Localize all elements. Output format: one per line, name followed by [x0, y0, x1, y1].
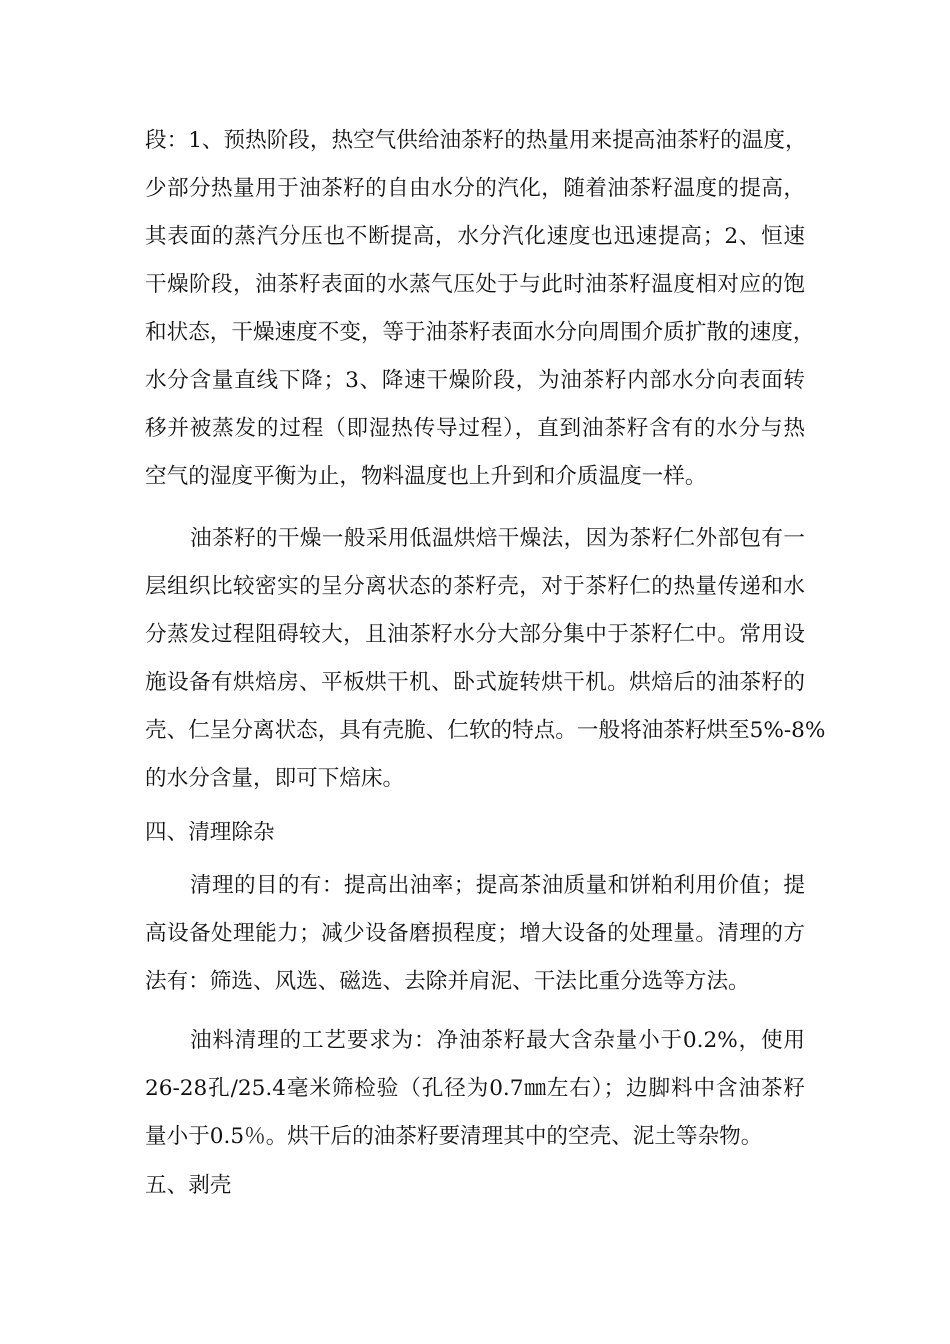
paragraph-line: 少部分热量用于油茶籽的自由水分的汽化，随着油茶籽温度的提高， [145, 176, 805, 201]
paragraph-line: 其表面的蒸汽分压也不断提高，水分汽化速度也迅速提高；2、恒速 [145, 224, 805, 249]
section-heading: 五、剥壳 [145, 1173, 232, 1198]
paragraph-line: 层组织比较密实的呈分离状态的茶籽壳，对于茶籽仁的热量传递和水 [145, 574, 805, 599]
paragraph-line: 的水分含量，即可下焙床。 [145, 766, 405, 791]
paragraph-line: 段：1、预热阶段，热空气供给油茶籽的热量用来提高油茶籽的温度， [145, 128, 807, 153]
paragraph-line: 施设备有烘焙房、平板烘干机、卧式旋转烘干机。烘焙后的油茶籽的 [145, 670, 805, 695]
paragraph-line: 高设备处理能力；减少设备磨损程度；增大设备的处理量。清理的方 [145, 921, 805, 946]
paragraph-line: 空气的湿度平衡为止，物料温度也上升到和介质温度一样。 [145, 464, 707, 489]
paragraph-line: 分蒸发过程阻碍较大，且油茶籽水分大部分集中于茶籽仁中。常用设 [145, 622, 805, 647]
paragraph-line: 清理的目的有：提高出油率；提高茶油质量和饼粕利用价值；提 [190, 873, 805, 898]
paragraph-line: 法有：筛选、风选、磁选、去除并肩泥、干法比重分选等方法。 [145, 969, 750, 994]
paragraph-line: 壳、仁呈分离状态，具有壳脆、仁软的特点。一般将油茶籽烘至5%-8% [145, 718, 826, 743]
paragraph-line: 移并被蒸发的过程（即湿热传导过程），直到油茶籽含有的水分与热 [145, 416, 805, 441]
paragraph-line: 和状态，干燥速度不变，等于油茶籽表面水分向周围介质扩散的速度， [145, 320, 815, 345]
paragraph-line: 水分含量直线下降；3、降速干燥阶段，为油茶籽内部水分向表面转 [145, 368, 805, 393]
paragraph-line: 油茶籽的干燥一般采用低温烘焙干燥法，因为茶籽仁外部包有一 [190, 526, 805, 551]
paragraph-line: 量小于0.5％。烘干后的油茶籽要清理其中的空壳、泥土等杂物。 [145, 1124, 763, 1149]
paragraph-line: 油料清理的工艺要求为：净油茶籽最大含杂量小于0.2%，使用 [190, 1028, 805, 1053]
paragraph-line: 干燥阶段，油茶籽表面的水蒸气压处于与此时油茶籽温度相对应的饱 [145, 272, 805, 297]
section-heading: 四、清理除杂 [145, 820, 275, 845]
paragraph-line: 26-28孔/25.4毫米筛检验（孔径为0.7㎜左右）；边脚料中含油茶籽 [145, 1076, 805, 1101]
